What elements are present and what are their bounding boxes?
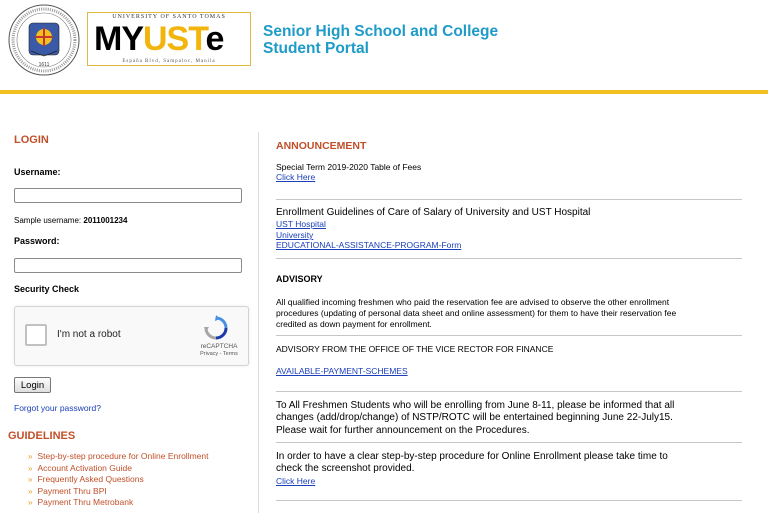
- recaptcha-label: I'm not a robot: [57, 329, 121, 340]
- special-term-text: Special Term 2019-2020 Table of Fees: [276, 162, 422, 172]
- portal-title: [263, 23, 498, 57]
- nstp-notice-line1: To All Freshmen Students who will be enrolling from June 8-11, please be informed that all: [276, 400, 675, 411]
- guidelines-heading: GUIDELINES: [8, 430, 76, 442]
- password-label: Password:: [14, 236, 60, 246]
- advisory-heading: ADVISORY: [276, 274, 323, 284]
- svg-text:1611: 1611: [38, 62, 50, 68]
- university-link[interactable]: University: [276, 230, 314, 240]
- divider: [276, 391, 742, 392]
- logo-university-name: UNIVERSITY OF SANTO TOMAS: [112, 14, 226, 20]
- forgot-password-link[interactable]: Forgot your password?: [14, 403, 101, 413]
- enrollment-guidelines-text: Enrollment Guidelines of Care of Salary of University and UST Hospital: [276, 207, 591, 218]
- divider: [276, 258, 742, 259]
- advisory-text-line3: credited as down payment for enrollment.: [276, 319, 432, 329]
- guideline-link-faq[interactable]: » Frequently Asked Questions: [28, 474, 144, 484]
- recaptcha-checkbox[interactable]: [25, 324, 47, 346]
- myuste-logo[interactable]: [87, 12, 251, 66]
- guideline-link-online-enrollment[interactable]: » Step-by-step procedure for Online Enrollment: [28, 451, 209, 461]
- username-label: Username:: [14, 167, 61, 177]
- username-input[interactable]: [14, 188, 242, 203]
- payment-schemes-link[interactable]: AVAILABLE-PAYMENT-SCHEMES: [276, 366, 408, 376]
- announcement-panel: [276, 94, 742, 513]
- double-chevron-icon: »: [28, 498, 33, 507]
- double-chevron-icon: »: [28, 475, 33, 484]
- divider: [276, 500, 742, 501]
- divider: [276, 442, 742, 443]
- nstp-notice-line3: Please wait for further announcement on the Procedures.: [276, 425, 530, 436]
- double-chevron-icon: »: [28, 452, 33, 461]
- login-heading: LOGIN: [14, 134, 49, 146]
- recaptcha-brand: reCAPTCHA: [200, 343, 238, 350]
- ust-hospital-link[interactable]: UST Hospital: [276, 219, 326, 229]
- advisory-text-line2: procedures (updating of personal data sheet and online assessment) for them to have their reservation fee: [276, 308, 677, 318]
- sidebar-divider: [258, 132, 259, 513]
- divider: [276, 199, 742, 200]
- security-check-label: Security Check: [14, 284, 80, 294]
- sample-username: Sample username: 2011001234: [14, 216, 128, 225]
- logo-address: España Blvd, Sampaloc, Manila: [122, 59, 216, 64]
- portal-title-line2: Student Portal: [263, 40, 369, 57]
- nstp-notice-line2: changes (add/drop/change) of NSTP/ROTC will be entertained beginning June 22-July15.: [276, 412, 673, 423]
- guidelines-list: [28, 451, 208, 509]
- divider: [276, 335, 742, 336]
- step-procedure-line1: In order to have a clear step-by-step procedure for Online Enrollment please take time to: [276, 451, 668, 462]
- login-sidebar: [0, 94, 258, 513]
- guideline-link-account-activation[interactable]: » Account Activation Guide: [28, 462, 132, 473]
- password-input[interactable]: [14, 258, 242, 273]
- guideline-link-payment-metrobank[interactable]: » Payment Thru Metrobank: [28, 497, 134, 507]
- recaptcha-privacy-terms[interactable]: Privacy - Terms: [200, 351, 238, 357]
- step-procedure-link[interactable]: Click Here: [276, 476, 316, 486]
- advisory-text-line1: All qualified incoming freshmen who paid the reservation fee are advised to observe the other enrollment: [276, 297, 670, 307]
- page-header: [0, 0, 768, 90]
- double-chevron-icon: »: [28, 463, 33, 473]
- announcement-heading: ANNOUNCEMENT: [276, 140, 367, 152]
- logo-wordmark: MYUSTe: [94, 20, 224, 58]
- special-term-link[interactable]: Click Here: [276, 172, 316, 182]
- educational-assistance-form-link[interactable]: EDUCATIONAL-ASSISTANCE-PROGRAM-Form: [276, 240, 462, 250]
- double-chevron-icon: »: [28, 486, 33, 496]
- login-button[interactable]: Login: [14, 377, 51, 393]
- portal-title-line1: Senior High School and College: [263, 23, 499, 40]
- recaptcha-icon: [203, 315, 229, 341]
- guideline-link-payment-bpi[interactable]: » Payment Thru BPI: [28, 485, 107, 496]
- recaptcha-widget: [14, 306, 249, 366]
- vice-rector-advisory: ADVISORY FROM THE OFFICE OF THE VICE RECTOR FOR FINANCE: [276, 344, 554, 354]
- step-procedure-line2: check the screenshot provided.: [276, 463, 415, 474]
- ust-seal-icon: [8, 4, 80, 76]
